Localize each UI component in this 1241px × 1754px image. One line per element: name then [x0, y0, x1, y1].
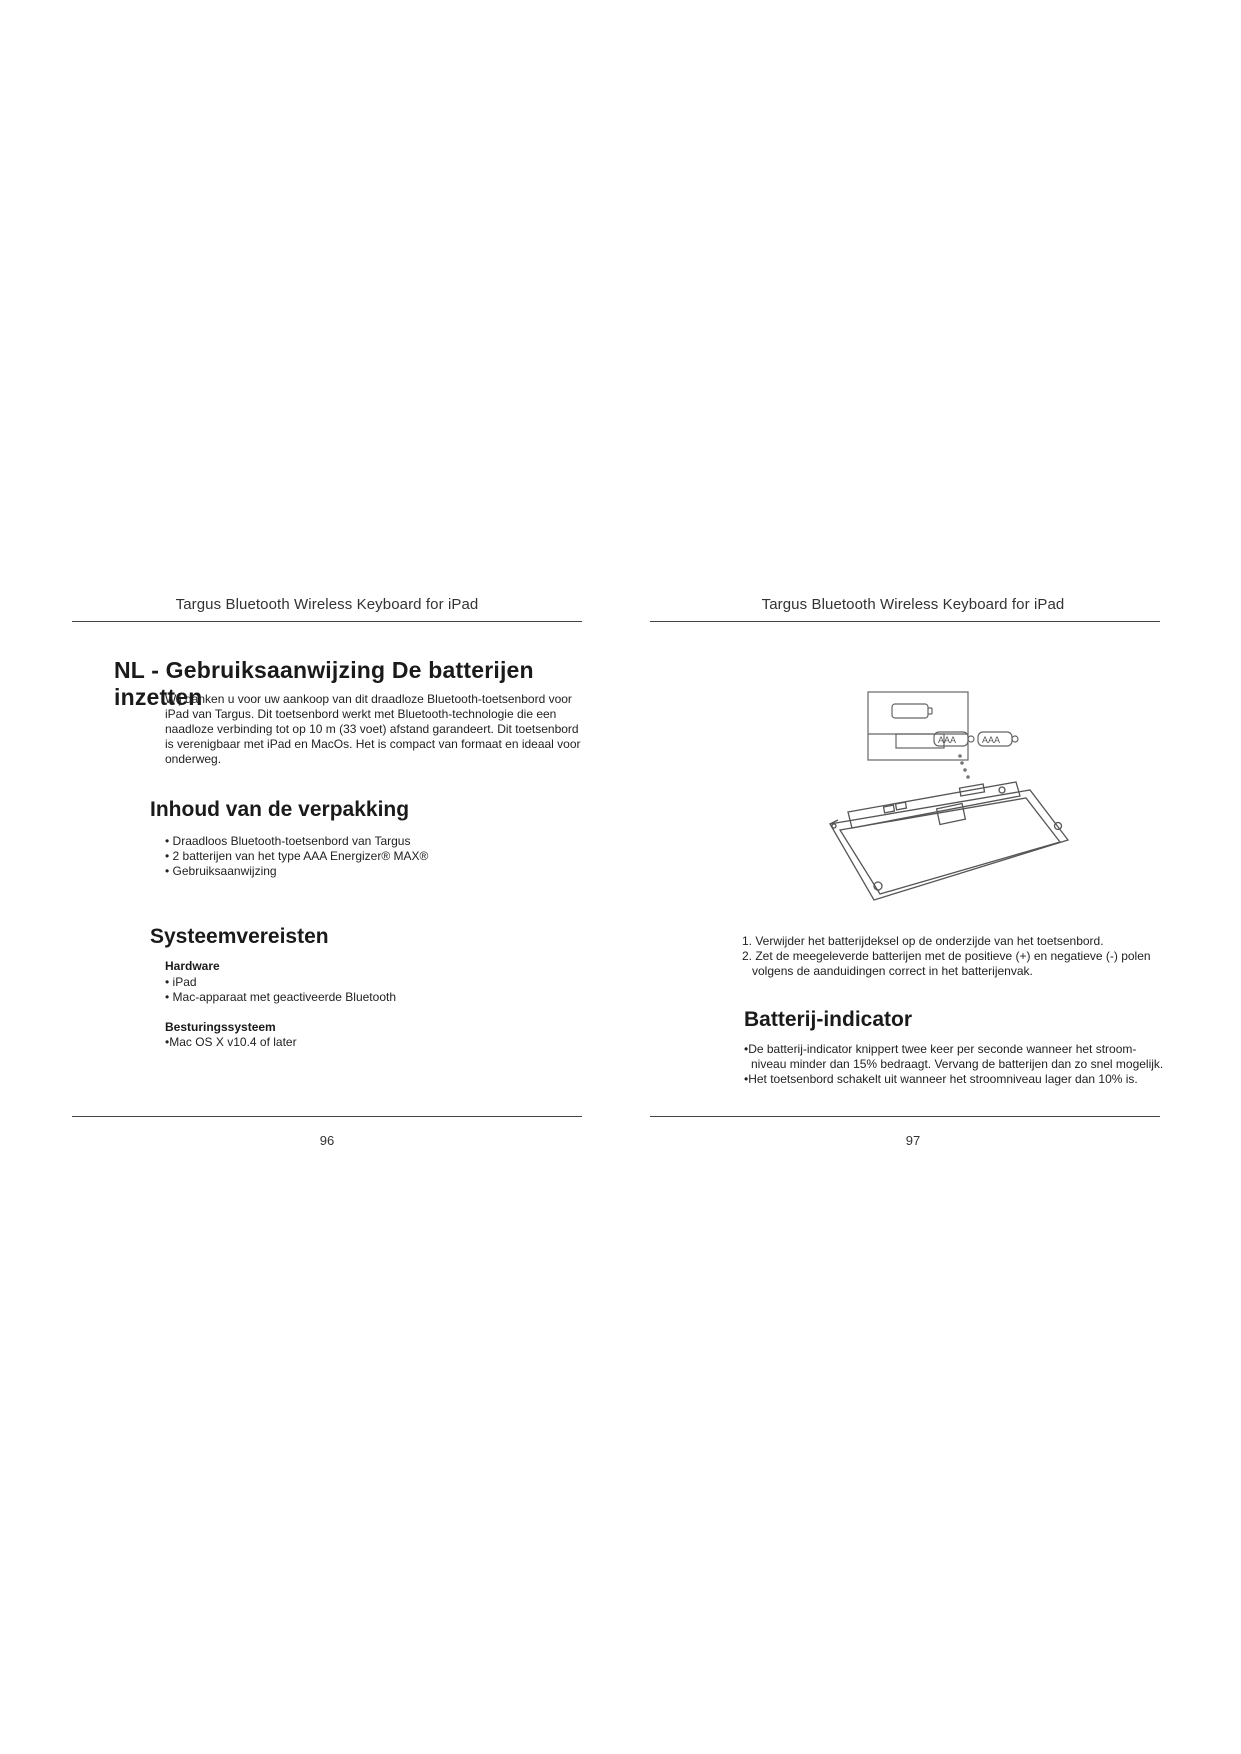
left-page: [0, 0, 620, 1754]
list-item: • Gebruiksaanwijzing: [165, 864, 277, 878]
list-item: • Mac-apparaat met geactiveerde Bluetooth: [165, 990, 396, 1004]
battery-outline-icon: [892, 704, 928, 718]
page-number: 96: [319, 1133, 335, 1148]
footer-rule: [650, 1116, 1160, 1117]
battery-indicator-list: [744, 1042, 1164, 1087]
list-item: 1. Verwijder het batterijdeksel op de onderzijde van het toetsenbord.: [742, 934, 1104, 948]
keyboard-battery-drawing: [810, 690, 1110, 912]
hardware-subhead: Hardware: [165, 959, 220, 973]
os-list: [165, 1035, 585, 1050]
right-page: [620, 0, 1241, 1754]
keyboard-battery-illustration: [810, 690, 1110, 912]
list-item: 2. Zet de meegeleverde batterijen met de positieve (+) en negatieve (-) polen volgens de aanduidingen correct in het batterijenvak.: [742, 949, 1151, 978]
package-section-title: Inhoud van de verpakking: [150, 798, 410, 821]
list-item: • 2 batterijen van het type AAA Energizer® MAX®: [165, 849, 429, 863]
list-item: •Het toetsenbord schakelt uit wanneer het stroomniveau lager dan 10% is.: [744, 1072, 1138, 1086]
list-item: • iPad: [165, 975, 197, 989]
intro-paragraph: Wij danken u voor uw aankoop van dit draadloze Bluetooth-toetsenbord voor iPad van Targus. Dit toetsenbord werkt met Bluetooth-technologie die een naadloze verbinding tot op 10 m (33 voet) afstand garandeert. Dit toetsenbord is verenigbaar met iPad en MacOs. Het is compact van formaat en ideaal voor onderweg.: [165, 692, 581, 766]
compartment-inset: [868, 692, 968, 760]
header-rule: [650, 621, 1160, 622]
main-title: NL - Gebruiksaanwijzing De batterijen inzetten: [114, 657, 534, 710]
os-subhead: Besturingssysteem: [165, 1020, 276, 1034]
page-number: 97: [905, 1133, 921, 1148]
keyboard-underside: [830, 782, 1068, 900]
list-item: •Mac OS X v10.4 of later: [165, 1035, 297, 1049]
hardware-list: [165, 975, 585, 1005]
running-header: Targus Bluetooth Wireless Keyboard for iPad: [175, 596, 479, 613]
list-item: • Draadloos Bluetooth-toetsenbord van Targus: [165, 834, 411, 848]
battery-label: AAA: [938, 735, 957, 745]
requirements-section-title: Systeemvereisten: [150, 925, 329, 948]
battery-label: AAA: [982, 735, 1001, 745]
footer-rule: [72, 1116, 582, 1117]
package-contents-list: [165, 834, 585, 879]
list-item: •De batterij-indicator knippert twee keer per seconde wanneer het stroom-niveau minder dan 15% bedraagt. Vervang de batterijen dan zo snel mogelijk.: [744, 1042, 1164, 1071]
instruction-steps: [742, 934, 1172, 979]
battery-indicator-title: Batterij-indicator: [744, 1008, 913, 1031]
header-rule: [72, 621, 582, 622]
running-header: Targus Bluetooth Wireless Keyboard for iPad: [761, 596, 1065, 613]
